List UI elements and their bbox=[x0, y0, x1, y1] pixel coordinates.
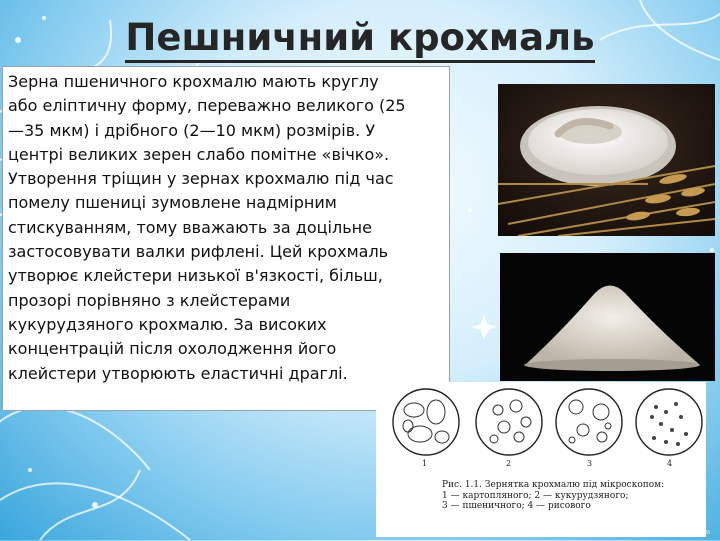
body-line: утворює клейстери низької в'язкості, більш, bbox=[8, 266, 383, 286]
body-line: стискуванням, тому вважають за доцільне bbox=[8, 217, 372, 237]
body-line: —35 мкм) і дрібного (2—10 мкм) розмірів. У bbox=[8, 120, 376, 140]
figure-number: 3 bbox=[587, 459, 593, 468]
body-line: кукурудзяного крохмалю. За високих bbox=[8, 314, 327, 334]
caption-line: 3 — пшеничного; 4 — рисового bbox=[442, 501, 591, 511]
page-title: Пешничний крохмаль bbox=[0, 16, 720, 59]
figure-number: 1 bbox=[422, 459, 428, 468]
body-line: прозорі порівняно з клейстерами bbox=[8, 290, 291, 310]
micro-circle-corn bbox=[476, 389, 542, 455]
flour-bowl-photo bbox=[498, 84, 715, 236]
body-line: або еліптичну форму, переважно великого (25 bbox=[8, 96, 406, 116]
footer-credit: © TemplatesWise.com bbox=[642, 529, 710, 536]
starch-pile-photo bbox=[500, 253, 715, 381]
body-line: Утворення тріщин у зернах крохмалю під час bbox=[8, 169, 394, 189]
description-text-box bbox=[2, 66, 450, 411]
body-line: застосовувати валки рифлені. Цей крохмаль bbox=[8, 242, 389, 262]
micro-circle-potato bbox=[393, 389, 459, 455]
micro-circle-rice bbox=[636, 389, 702, 455]
caption-line: Рис. 1.1. Зернятка крохмалю під мікроскопом: bbox=[442, 480, 665, 490]
body-line: Зерна пшеничного крохмалю мають круглу bbox=[8, 72, 379, 91]
body-line: центрі великих зерен слабо помітне «вічко». bbox=[8, 144, 390, 164]
figure-number: 2 bbox=[506, 459, 512, 468]
figure-number: 4 bbox=[667, 459, 673, 468]
figure-caption bbox=[442, 480, 664, 512]
body-line: клейстери утворюють еластичні драглі. bbox=[8, 363, 348, 383]
body-line: концентрацій після охолодження його bbox=[8, 339, 337, 359]
body-line: помелу пшениці зумовлене надмірним bbox=[8, 193, 337, 213]
micro-circle-wheat bbox=[556, 389, 622, 455]
caption-line: 1 — картопляного; 2 — кукурудзяного; bbox=[442, 490, 629, 501]
